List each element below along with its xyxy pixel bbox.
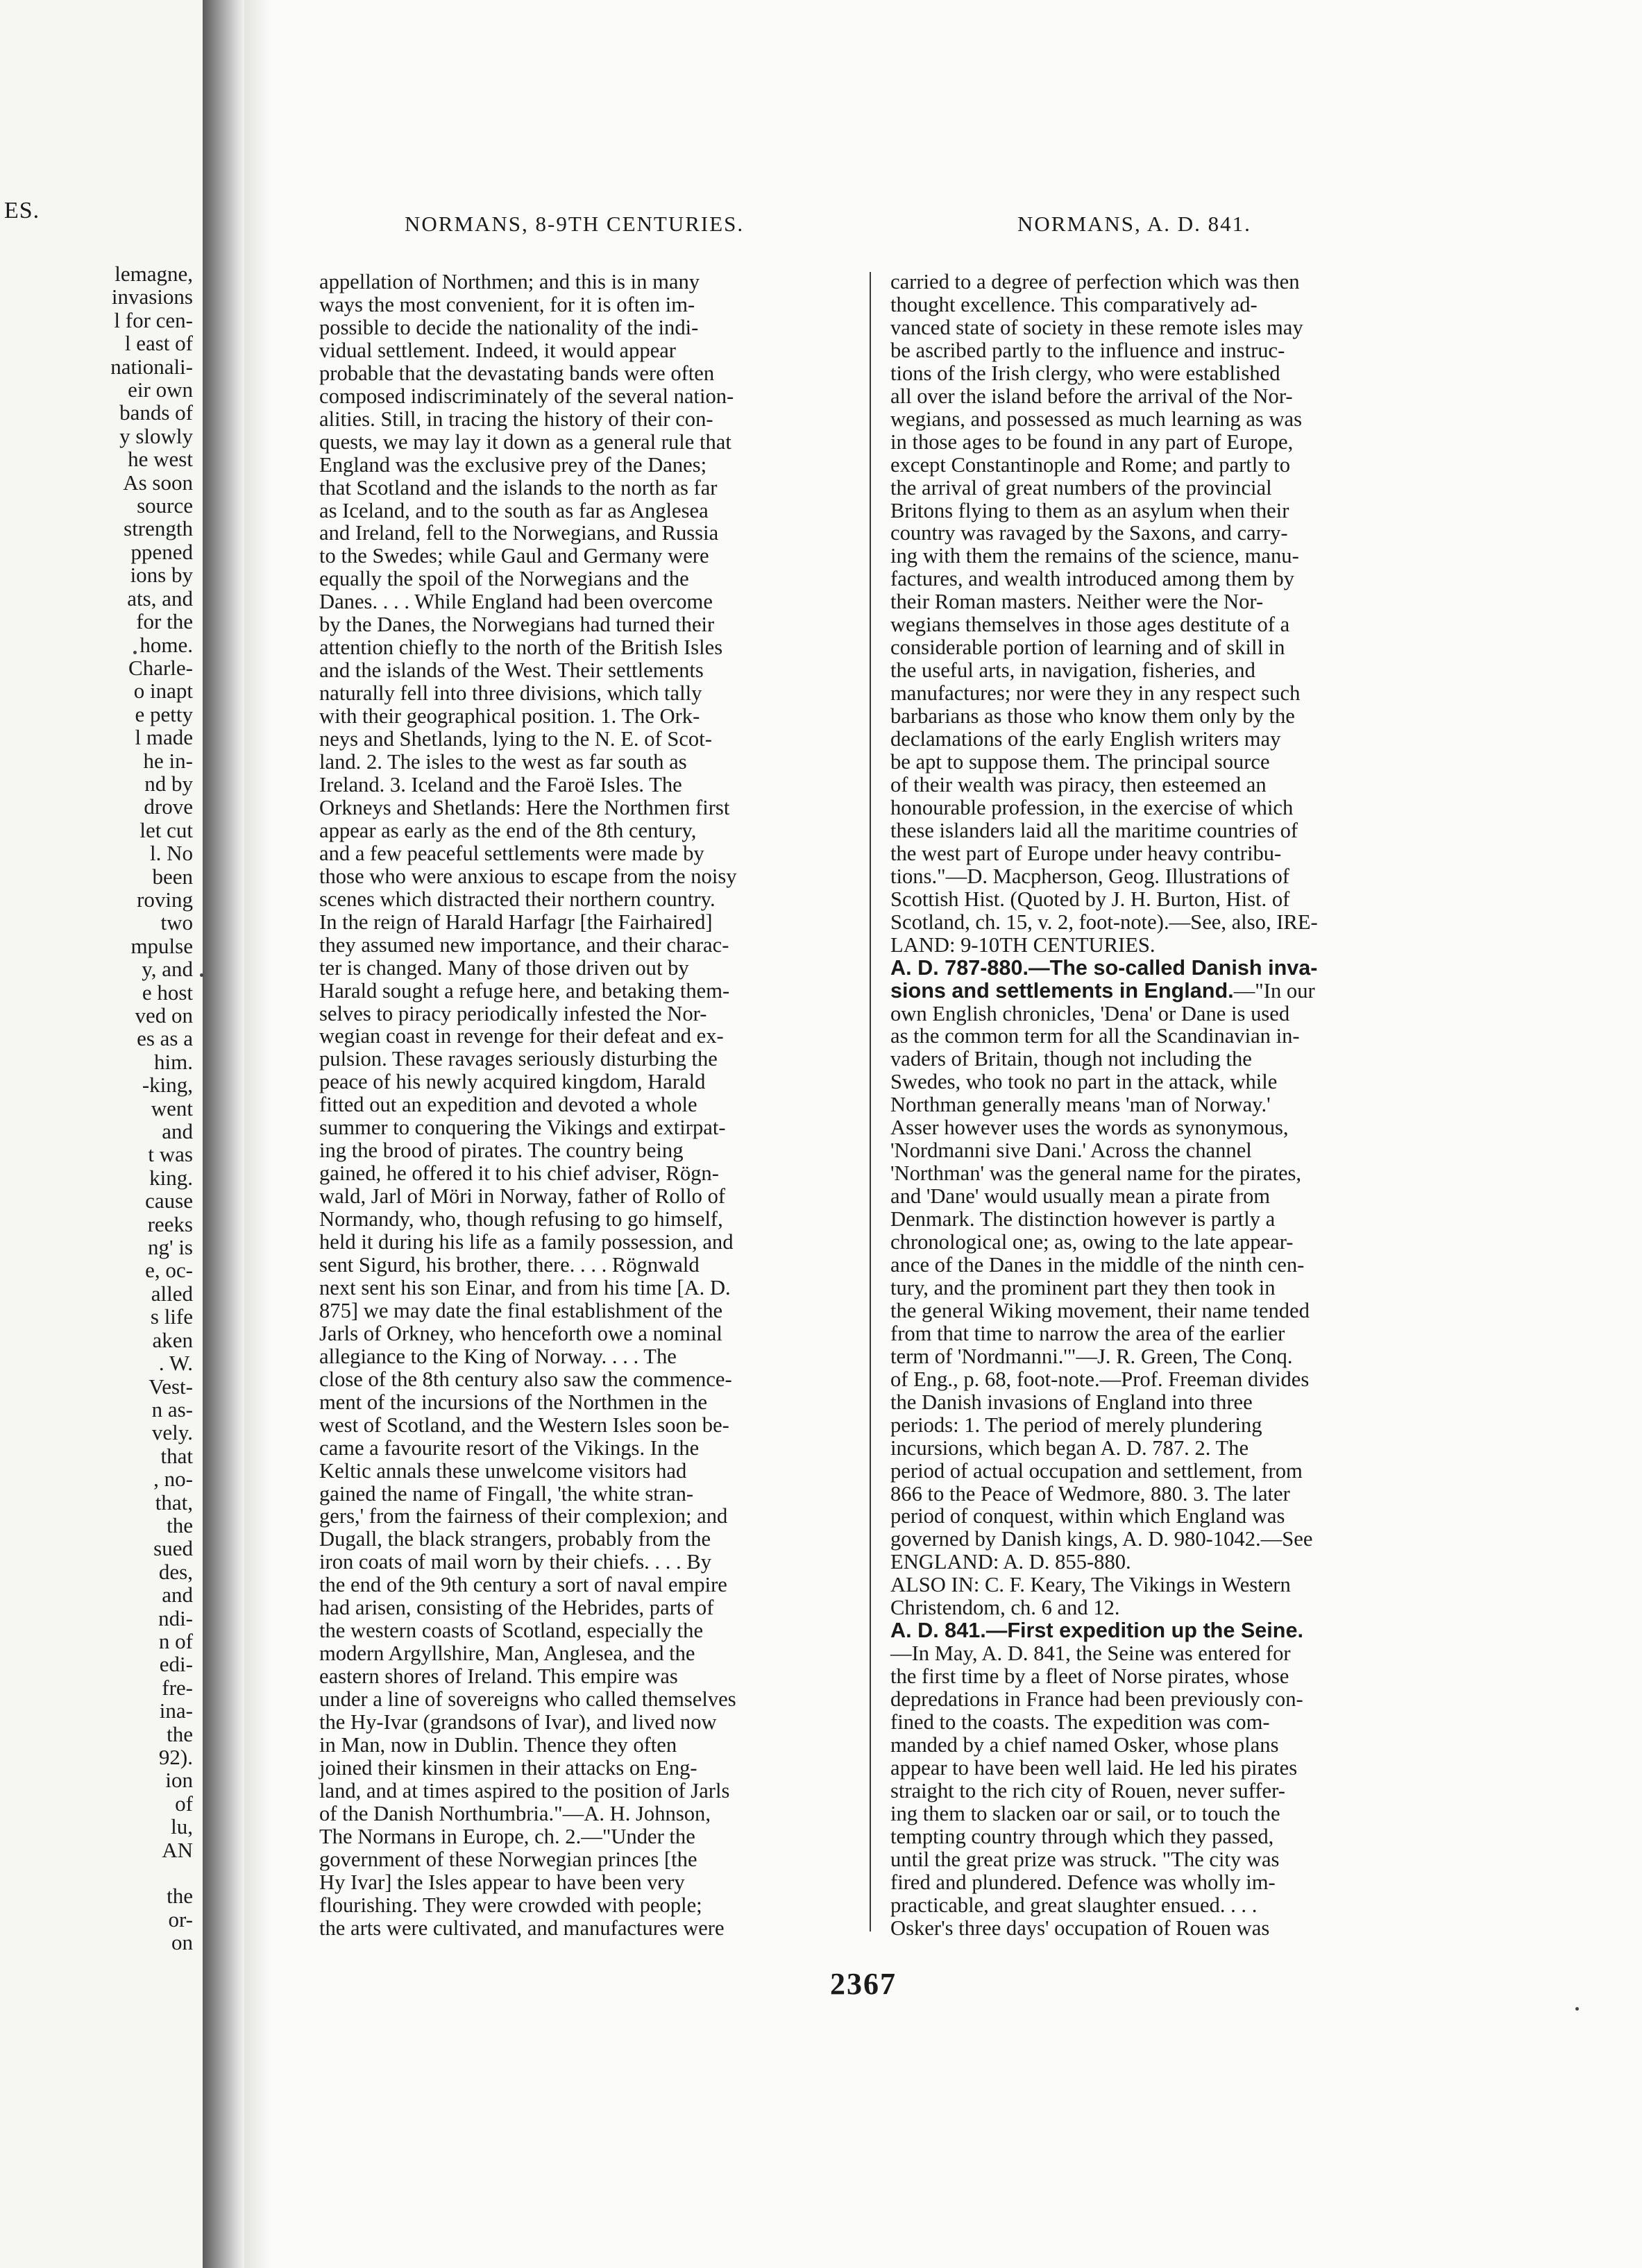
previous-page-line-fragment: eir own — [128, 377, 193, 402]
text-line: vidual settlement. Indeed, it would appear — [319, 338, 676, 362]
text-line: considerable portion of learning and of skill in — [890, 636, 1285, 660]
text-line: land. 2. The isles to the west as far south as — [319, 750, 687, 774]
text-line: thought excellence. This comparatively ad- — [890, 292, 1258, 316]
previous-page-line-fragment: been — [152, 864, 193, 889]
text-line: Danes. . . . While England had been overcome — [319, 590, 713, 614]
text-line: be ascribed partly to the influence and instruc- — [890, 338, 1285, 362]
previous-page-line-fragment: source — [137, 493, 193, 518]
previous-page-line-fragment: two — [160, 910, 193, 935]
text-line: scenes which distracted their northern country. — [319, 887, 716, 911]
text-line: and a few peaceful settlements were made by — [319, 841, 704, 865]
text-line: tions."—D. Macpherson, Geog. Illustrations of — [890, 864, 1289, 888]
previous-page-line-fragment: ng' is — [147, 1235, 193, 1260]
previous-page-line-fragment: and — [162, 1119, 193, 1144]
right-column — [890, 271, 1429, 1940]
text-line: joined their kinsmen in their attacks on Eng- — [319, 1755, 697, 1780]
previous-page-line-fragment: on — [171, 1930, 193, 1955]
text-line: In the reign of Harald Harfagr [the Fairhaired] — [319, 910, 713, 934]
text-line: country was ravaged by the Saxons, and carry- — [890, 521, 1288, 545]
text-line: wald, Jarl of Möri in Norway, father of Rollo of — [319, 1184, 726, 1209]
text-line: Ireland. 3. Iceland and the Faroë Isles. The — [319, 772, 682, 796]
text-line: by the Danes, the Norwegians had turned their — [319, 613, 715, 637]
text-line: practicable, and great slaughter ensued. . . . — [890, 1893, 1258, 1917]
text-line: and the islands of the West. Their settlements — [319, 658, 704, 683]
previous-page-line-fragment: reeks — [147, 1211, 193, 1236]
text-line: neys and Shetlands, lying to the N. E. of Scot- — [319, 727, 712, 751]
text-line: Harald sought a refuge here, and betaking them- — [319, 978, 730, 1003]
text-line: appear to have been well laid. He led his pirates — [890, 1755, 1298, 1780]
text-line: summer to conquering the Vikings and extirpat- — [319, 1116, 726, 1140]
text-line: from that time to narrow the area of the earlier — [890, 1321, 1285, 1345]
text-line: naturally fell into three divisions, which tally — [319, 681, 702, 706]
previous-page-line-fragment: he west — [128, 447, 193, 472]
previous-page-line-fragment: n of — [158, 1628, 193, 1653]
text-line: factures, and wealth introduced among them by — [890, 567, 1294, 591]
text-line: chronological one; as, owing to the late appear- — [890, 1230, 1294, 1254]
text-line: of their wealth was piracy, then esteemed an — [890, 772, 1267, 796]
entry-heading-787-880-line2 — [890, 980, 1429, 1003]
text-line: depredations in France had been previously con- — [890, 1687, 1303, 1712]
text-line: Hy Ivar] the Isles appear to have been very — [319, 1870, 685, 1894]
book-gutter — [203, 0, 244, 2268]
text-line: honourable profession, in the exercise of which — [890, 795, 1294, 819]
text-line: period of actual occupation and settlement, from — [890, 1458, 1303, 1483]
running-head-right: NORMANS, A. D. 841. — [1017, 212, 1251, 236]
text-line: the end of the 9th century a sort of naval empire — [319, 1573, 727, 1597]
speck-mark — [1575, 2007, 1579, 2011]
entry-heading-787-880-part: sions and settlements in England. — [890, 978, 1234, 1003]
text-line: west of Scotland, and the Western Isles soon be- — [319, 1413, 729, 1437]
text-line: composed indiscriminately of the several nation- — [319, 384, 734, 408]
text-line: ter is changed. Many of those driven out by — [319, 955, 689, 980]
previous-page-edge — [0, 0, 203, 2268]
previous-page-line-fragment: e host — [142, 980, 193, 1005]
entry-text-841 — [890, 1642, 1429, 1939]
previous-page-line-fragment: nd by — [144, 771, 193, 796]
text-line: fitted out an expedition and devoted a whole — [319, 1093, 697, 1117]
text-line: ways the most convenient, for it is often im- — [319, 292, 695, 316]
text-line: The Normans in Europe, ch. 2.—"Under the — [319, 1824, 695, 1848]
previous-page-line-fragment: the — [167, 1884, 193, 1909]
text-line: allegiance to the King of Norway. . . . The — [319, 1344, 677, 1368]
text-line: the Danish invasions of England into three — [890, 1390, 1253, 1414]
previous-page-line-fragment — [110, 1861, 193, 1884]
previous-page-line-fragment: ndi- — [158, 1605, 193, 1630]
text-line: equally the spoil of the Norwegians and the — [319, 567, 689, 591]
text-line: wegians themselves in those ages destitute of a — [890, 613, 1290, 637]
text-line: ing them to slacken oar or sail, or to touch the — [890, 1801, 1280, 1825]
text-line: gained the name of Fingall, 'the white stran- — [319, 1481, 694, 1506]
previous-page-line-fragment: es as a — [137, 1026, 193, 1051]
previous-page-line-fragment: ion — [165, 1768, 193, 1793]
text-line: gers,' from the fairness of their complexion; and — [319, 1504, 728, 1528]
text-line: had arisen, consisting of the Hebrides, parts of — [319, 1596, 714, 1620]
text-line: Denmark. The distinction however is partly a — [890, 1207, 1276, 1231]
text-line: next sent his son Einar, and from his time [A. D. — [319, 1275, 731, 1299]
text-line: attention chiefly to the north of the British Isles — [319, 636, 723, 660]
text-line: LAND: 9-10TH CENTURIES. — [890, 932, 1156, 957]
text-line: 866 to the Peace of Wedmore, 880. 3. The later — [890, 1481, 1290, 1506]
text-line: came a favourite resort of the Vikings. In the — [319, 1435, 700, 1460]
text-line: and 'Dane' would usually mean a pirate from — [890, 1184, 1271, 1209]
text-line: sent Sigurd, his brother, there. . . . Rögnwald — [319, 1252, 700, 1277]
text-line: manded by a chief named Osker, whose plans — [890, 1733, 1279, 1757]
text-line: they assumed new importance, and their charac- — [319, 932, 729, 957]
previous-page-line-fragment: or- — [168, 1907, 193, 1932]
previous-page-line-fragment: let cut — [139, 817, 193, 842]
text-line: —In May, A. D. 841, the Seine was entered for — [890, 1642, 1291, 1666]
text-line: wegians, and possessed as much learning as was — [890, 407, 1303, 431]
text-line: as Iceland, and to the south as far as Anglesea — [319, 498, 709, 522]
text-line: appear as early as the end of the 8th century, — [319, 818, 697, 842]
text-line: governed by Danish kings, A. D. 980-1042.—See — [890, 1527, 1313, 1551]
text-line: of the Danish Northumbria."—A. H. Johnson, — [319, 1801, 711, 1825]
previous-page-line-fragment: o inapt — [133, 679, 193, 704]
text-line: Osker's three days' occupation of Rouen was — [890, 1916, 1270, 1940]
previous-page-line-fragment: vely. — [151, 1420, 193, 1445]
previous-page-line-fragment: , no- — [153, 1467, 193, 1492]
text-line: ing the brood of pirates. The country being — [319, 1139, 684, 1163]
previous-page-line-fragment: lu, — [171, 1814, 193, 1839]
previous-page-line-fragment: sued — [153, 1536, 193, 1561]
text-line: the west part of Europe under heavy contribu- — [890, 841, 1282, 865]
text-line: wegian coast in revenge for their defeat and ex- — [319, 1024, 724, 1048]
previous-page-line-fragment: Charle- — [128, 655, 193, 680]
text-line: government of these Norwegian princes [the — [319, 1847, 697, 1871]
previous-page-line-fragment: alled — [151, 1281, 193, 1306]
text-line: ENGLAND: A. D. 855-880. — [890, 1550, 1131, 1574]
previous-page-line-fragment: bands of — [119, 400, 193, 425]
previous-page-line-fragment: l made — [135, 725, 193, 750]
previous-page-line-fragment: edi- — [159, 1652, 193, 1677]
previous-page-line-fragment: As soon — [123, 470, 193, 495]
text-line: pulsion. These ravages seriously disturbing the — [319, 1047, 718, 1071]
previous-page-line-fragment: t was — [148, 1142, 193, 1167]
previous-page-line-fragment: the — [167, 1512, 193, 1537]
text-line: all over the island before the arrival of the Nor- — [890, 384, 1293, 408]
also-in-line-2: Christendom, ch. 6 and 12. — [890, 1596, 1120, 1620]
text-line: Scottish Hist. (Quoted by J. H. Burton, Hist. of — [890, 887, 1290, 911]
previous-page-line-fragment: he in- — [143, 748, 193, 773]
text-line: Dugall, the black strangers, probably from the — [319, 1527, 711, 1551]
text-line: in Man, now in Dublin. Thence they often — [319, 1733, 677, 1757]
speck-mark — [200, 973, 203, 977]
text-line: be apt to suppose them. The principal source — [890, 750, 1270, 774]
text-line: 'Nordmanni sive Dani.' Across the channel — [890, 1139, 1252, 1163]
text-line: selves to piracy periodically infested the Nor- — [319, 1001, 707, 1025]
right-block-continuation — [890, 271, 1429, 957]
previous-page-line-fragment: ina- — [159, 1698, 193, 1723]
text-line: Britons flying to them as an asylum when their — [890, 498, 1289, 522]
text-line: appellation of Northmen; and this is in many — [319, 270, 700, 293]
text-line: to the Swedes; while Gaul and Germany were — [319, 544, 709, 568]
previous-page-line-fragment: lemagne, — [115, 262, 193, 286]
previous-page-line-fragment: went — [151, 1095, 193, 1120]
also-in-line: ALSO IN: C. F. Keary, The Vikings in Western — [890, 1573, 1291, 1597]
previous-page-line-fragment: e petty — [135, 701, 193, 726]
previous-page-line-fragment: s life — [150, 1304, 193, 1329]
previous-page-line-fragment: e, oc- — [145, 1258, 193, 1283]
text-line: land, and at times aspired to the position of Jarls — [319, 1778, 730, 1802]
text-line: their Roman masters. Neither were the Nor- — [890, 590, 1264, 614]
previous-page-line-fragment: ions by — [130, 563, 193, 588]
text-line: straight to the rich city of Rouen, never suffer- — [890, 1778, 1285, 1802]
text-line: Jarls of Orkney, who henceforth owe a nominal — [319, 1321, 722, 1345]
previous-page-line-fragment: of — [175, 1791, 193, 1816]
text-line: the western coasts of Scotland, especially the — [319, 1619, 704, 1643]
text-line: Orkneys and Shetlands: Here the Northmen first — [319, 795, 730, 819]
entry-text-787-880 — [890, 1003, 1429, 1574]
previous-page-line-fragment: drove — [144, 794, 193, 819]
text-line: iron coats of mail worn by their chiefs. . . . By — [319, 1550, 712, 1574]
text-line: barbarians as those who know them only by the — [890, 704, 1295, 728]
previous-page-line-fragment: n as- — [151, 1397, 193, 1422]
text-line: that Scotland and the islands to the north as far — [319, 475, 718, 500]
previous-page-line-fragment: roving — [137, 887, 193, 912]
text-line: periods: 1. The period of merely plundering — [890, 1413, 1262, 1437]
column-divider — [870, 272, 871, 1932]
text-line: the first time by a fleet of Norse pirates, whose — [890, 1664, 1289, 1689]
text-line: except Constantinople and Rome; and partly to — [890, 452, 1291, 477]
text-line: peace of his newly acquired kingdom, Harald — [319, 1070, 706, 1094]
text-line: England was the exclusive prey of the Danes; — [319, 452, 707, 477]
previous-page-line-fragment: ats, and — [127, 586, 193, 611]
entry-heading-787-880: A. D. 787-880.—The so-called Danish inva- — [890, 955, 1318, 980]
previous-page-line-fragment: invasions — [111, 284, 193, 309]
text-line: in those ages to be found in any part of Europe, — [890, 429, 1294, 454]
previous-page-line-fragment: y, and — [142, 957, 193, 982]
previous-page-line-fragment: l for cen- — [114, 307, 193, 332]
text-line: vanced state of society in these remote isles may — [890, 315, 1303, 339]
text-line: Normandy, who, though refusing to go himself, — [319, 1207, 723, 1231]
text-line: incursions, which began A. D. 787. 2. The — [890, 1435, 1249, 1460]
text-line: gained, he offered it to his chief adviser, Rögn- — [319, 1161, 719, 1186]
previous-page-line-fragment: that — [160, 1443, 193, 1468]
previous-page-line-fragment: that, — [155, 1490, 193, 1515]
previous-page-line-fragment: king. — [149, 1165, 193, 1190]
gutter-shadow — [244, 0, 272, 2268]
text-line: as the common term for all the Scandinavian in- — [890, 1024, 1300, 1048]
text-line: the useful arts, in navigation, fisheries, and — [890, 658, 1255, 683]
text-line: tions of the Irish clergy, who were established — [890, 361, 1280, 385]
text-line: declamations of the early English writers may — [890, 727, 1281, 751]
text-line: possible to decide the nationality of the indi- — [319, 315, 699, 339]
text-line: fired and plundered. Defence was wholly im- — [890, 1870, 1276, 1894]
text-line: Swedes, who took no part in the attack, while — [890, 1070, 1278, 1094]
text-line: these islanders laid all the maritime countries of — [890, 818, 1298, 842]
text-line: flourishing. They were crowded with people; — [319, 1893, 702, 1917]
text-line: own English chronicles, 'Dena' or Dane is used — [890, 1001, 1290, 1025]
text-line: vaders of Britain, though not including the — [890, 1047, 1252, 1071]
text-line: alities. Still, in tracing the history of their con- — [319, 407, 713, 431]
text-line: ance of the Danes in the middle of the ninth cen- — [890, 1252, 1305, 1277]
previous-page-line-fragment: mpulse — [130, 933, 193, 958]
text-line: tury, and the prominent part they then took in — [890, 1275, 1276, 1299]
text-line: the Hy-Ivar (grandsons of Ivar), and lived now — [319, 1710, 717, 1734]
previous-page-text-fragments — [110, 262, 193, 1954]
previous-page-line-fragment: home. — [139, 632, 193, 657]
previous-page-line-fragment: ved on — [135, 1003, 193, 1028]
text-line: eastern shores of Ireland. This empire was — [319, 1664, 678, 1689]
previous-page-line-fragment: strength — [124, 516, 193, 541]
previous-page-line-fragment: for the — [136, 609, 193, 634]
previous-page-line-fragment: des, — [158, 1559, 193, 1584]
text-line: term of 'Nordmanni.'"—J. R. Green, The Conq. — [890, 1344, 1293, 1368]
text-line: 875] we may date the final establishment of the — [319, 1298, 723, 1322]
text-line: the arrival of great numbers of the provincial — [890, 475, 1272, 500]
running-head-left: NORMANS, 8-9TH CENTURIES. — [405, 212, 745, 236]
previous-page-line-fragment: aken — [152, 1327, 193, 1352]
previous-page-line-fragment: l east of — [124, 331, 193, 356]
text-line: under a line of sovereigns who called themselves — [319, 1687, 736, 1712]
text-line: Asser however uses the words as synonymous, — [890, 1116, 1289, 1140]
previous-page-line-fragment: fre- — [162, 1675, 193, 1700]
text-line: probable that the devastating bands were often — [319, 361, 715, 385]
text-line: Keltic annals these unwelcome visitors had — [319, 1458, 687, 1483]
left-column-text — [319, 271, 858, 1940]
previous-page-header-fragment: ES. — [4, 198, 40, 223]
text-line: manufactures; nor were they in any respect such — [890, 681, 1301, 706]
text-line: held it during his life as a family possession, and — [319, 1230, 734, 1254]
previous-page-line-fragment: 92). — [158, 1745, 193, 1769]
text-line: the arts were cultivated, and manufactures were — [319, 1916, 725, 1940]
text-line: fined to the coasts. The expedition was com- — [890, 1710, 1270, 1734]
text-line: the general Wiking movement, their name tended — [890, 1298, 1310, 1322]
text-line: modern Argyllshire, Man, Anglesea, and the — [319, 1642, 695, 1666]
previous-page-line-fragment: . W. — [158, 1351, 193, 1376]
previous-page-line-fragment: the — [167, 1721, 193, 1746]
previous-page-line-fragment: and — [162, 1583, 193, 1608]
previous-page-line-fragment: ppened — [130, 539, 193, 564]
previous-page-line-fragment: -king, — [142, 1073, 193, 1098]
previous-page-line-fragment: y slowly — [119, 423, 193, 448]
entry-text-start: —"In our — [1233, 978, 1315, 1003]
text-line: 'Northman' was the general name for the pirates, — [890, 1161, 1302, 1186]
text-line: tempting country through which they passed, — [890, 1824, 1274, 1848]
text-line: of Eng., p. 68, foot-note.—Prof. Freeman divides — [890, 1367, 1310, 1391]
text-line: close of the 8th century also saw the commence- — [319, 1367, 732, 1391]
text-line: until the great prize was struck. "The city was — [890, 1847, 1280, 1871]
previous-page-line-fragment: cause — [145, 1188, 193, 1213]
text-line: Scotland, ch. 15, v. 2, foot-note).—See, also, IRE- — [890, 910, 1318, 934]
text-line: ment of the incursions of the Northmen in the — [319, 1390, 708, 1414]
previous-page-line-fragment: Vest- — [149, 1374, 193, 1399]
text-line: ing with them the remains of the science, manu- — [890, 544, 1299, 568]
entry-heading-841: A. D. 841.—First expedition up the Seine. — [890, 1619, 1303, 1643]
text-line: quests, we may lay it down as a general rule that — [319, 429, 731, 454]
previous-page-line-fragment: him. — [154, 1049, 193, 1074]
left-column — [319, 271, 858, 1940]
previous-page-line-fragment: nationali- — [110, 354, 193, 379]
text-line: Northman generally means 'man of Norway.' — [890, 1093, 1271, 1117]
speck-mark — [133, 651, 137, 654]
previous-page-line-fragment: AN — [162, 1837, 193, 1862]
text-line: and Ireland, fell to the Norwegians, and Russia — [319, 521, 719, 545]
text-line: those who were anxious to escape from the noisy — [319, 864, 737, 888]
text-line: carried to a degree of perfection which was then — [890, 270, 1300, 293]
previous-page-line-fragment: l. No — [150, 841, 193, 866]
page-number: 2367 — [830, 1967, 897, 2001]
text-line: period of conquest, within which England was — [890, 1504, 1285, 1528]
text-line: with their geographical position. 1. The Ork- — [319, 704, 700, 728]
